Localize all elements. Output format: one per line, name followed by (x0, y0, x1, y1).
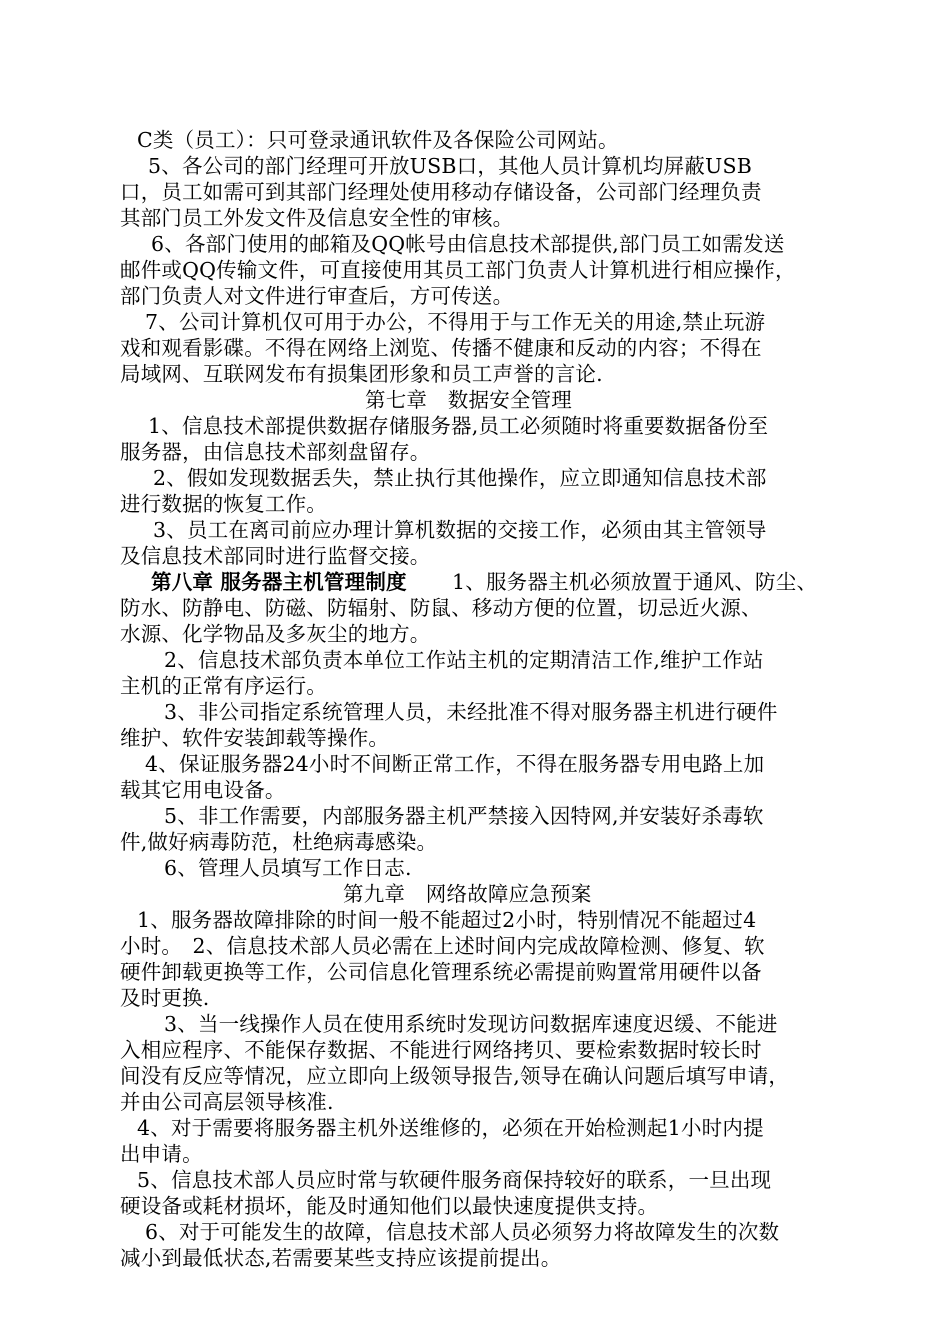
text-line: 6、各部门使用的邮箱及QQ帐号由信息技术部提供,部门员工如需发送 (151, 232, 785, 256)
text-line: 件,做好病毒防范，杜绝病毒感染。 (120, 830, 438, 854)
text-line: 维护、软件安装卸载等操作。 (120, 726, 390, 750)
text-line: 小时。 2、信息技术部人员必需在上述时间内完成故障检测、修复、软 (120, 934, 765, 958)
text-line: C类（员工）：只可登录通讯软件及各保险公司网站。 (137, 128, 619, 152)
text-line: 部门负责人对文件进行审查后，方可传送。 (120, 284, 514, 308)
text-line: 及信息技术部同时进行监督交接。 (120, 544, 431, 568)
text-line: 2、假如发现数据丢失，禁止执行其他操作，应立即通知信息技术部 (153, 466, 767, 490)
text-line: 硬设备或耗材损坏，能及时通知他们以最快速度提供支持。 (120, 1194, 659, 1218)
text-line: 1、服务器故障排除的时间一般不能超过2小时，特别情况不能超过4 (137, 908, 757, 932)
text-line: 5、非工作需要，内部服务器主机严禁接入因特网,并安装好杀毒软 (164, 804, 764, 828)
text-line: 入相应程序、不能保存数据、不能进行网络拷贝、要检索数据时较长时 (120, 1038, 762, 1062)
chapter-heading: 第九章 网络故障应急预案 (343, 882, 592, 906)
text-line: 2、信息技术部负责本单位工作站主机的定期清洁工作,维护工作站 (164, 648, 764, 672)
text-line: 1、信息技术部提供数据存储服务器,员工必须随时将重要数据备份至 (148, 414, 769, 438)
text-line: 3、员工在离司前应办理计算机数据的交接工作，必须由其主管领导 (153, 518, 767, 542)
text-line: 水源、化学物品及多灰尘的地方。 (120, 622, 431, 646)
text-line: 出申请。 (120, 1142, 203, 1166)
text-line: 5、信息技术部人员应时常与软硬件服务商保持较好的联系，一旦出现 (137, 1168, 772, 1192)
text-line: 6、管理人员填写工作日志. (164, 856, 412, 880)
text-line: 硬件卸载更换等工作，公司信息化管理系统必需提前购置常用硬件以备 (120, 960, 762, 984)
text-line: 载其它用电设备。 (120, 778, 286, 802)
text-line: 3、当一线操作人员在使用系统时发现访问数据库速度迟缓、不能进 (164, 1012, 778, 1036)
text-line: 防水、防静电、防磁、防辐射、防鼠、移动方便的位置，切忌近火源、 (120, 596, 762, 620)
chapter-heading: 第八章 服务器主机管理制度 (151, 570, 407, 594)
text-line: 其部门员工外发文件及信息安全性的审核。 (120, 206, 514, 230)
text-line: 1、服务器主机必须放置于通风、防尘、 (452, 570, 818, 594)
chapter-heading: 第七章 数据安全管理 (365, 388, 572, 412)
text-line: 及时更换. (120, 986, 210, 1010)
text-line: 3、非公司指定系统管理人员，未经批准不得对服务器主机进行硬件 (164, 700, 778, 724)
text-line: 5、各公司的部门经理可开放USB口，其他人员计算机均屏蔽USB (148, 154, 753, 178)
text-line: 4、保证服务器24小时不间断正常工作，不得在服务器专用电路上加 (145, 752, 765, 776)
text-line: 6、对于可能发生的故障，信息技术部人员必须努力将故障发生的次数 (145, 1220, 780, 1244)
text-line: 主机的正常有序运行。 (120, 674, 327, 698)
text-line: 口，员工如需可到其部门经理处使用移动存储设备，公司部门经理负责 (120, 180, 762, 204)
text-line: 并由公司高层领导核准. (120, 1090, 334, 1114)
text-line: 减小到最低状态,若需要某些支持应该提前提出。 (120, 1246, 562, 1270)
text-line: 戏和观看影碟。不得在网络上浏览、传播不健康和反动的内容；不得在 (120, 336, 762, 360)
text-line: 邮件或QQ传输文件，可直接使用其员工部门负责人计算机进行相应操作， (120, 258, 796, 282)
text-line: 服务器，由信息技术部刻盘留存。 (120, 440, 431, 464)
text-line: 进行数据的恢复工作。 (120, 492, 327, 516)
text-line: 4、对于需要将服务器主机外送维修的，必须在开始检测起1小时内提 (137, 1116, 764, 1140)
text-line: 7、公司计算机仅可用于办公，不得用于与工作无关的用途,禁止玩游 (145, 310, 766, 334)
text-line: 间没有反应等情况，应立即向上级领导报告,领导在确认问题后填写申请， (120, 1064, 790, 1088)
text-line: 局域网、互联网发布有损集团形象和员工声誉的言论. (120, 362, 603, 386)
